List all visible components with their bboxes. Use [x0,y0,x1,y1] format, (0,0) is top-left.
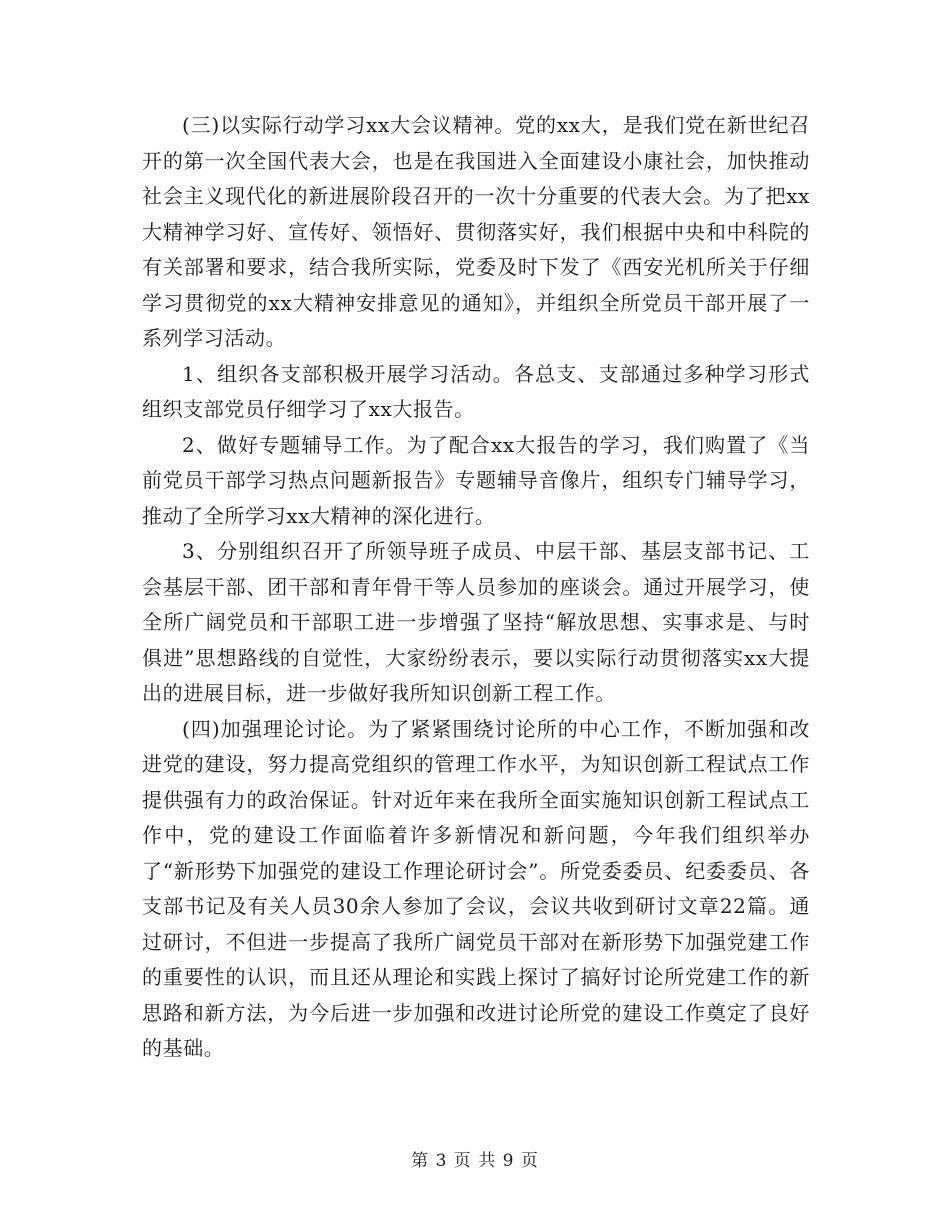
document-body [142,108,810,1067]
paragraph-section-3: (三)以实际行动学习xx大会议精神。党的xx大，是我们党在新世纪召开的第一次全国代表大会，也是在我国进入全面建设小康社会，加快推动社会主义现代化的新进展阶段召开的一次十分重要的代表大会。为了把xx大精神学习好、宣传好、领悟好、贯彻落实好，我们根据中央和中科院的有关部署和要求，结合我所实际，党委及时下发了《西安光机所关于仔细学习贯彻党的xx大精神安排意见的通知》，并组织全所党员干部开展了一系列学习活动。 [142,113,810,350]
paragraph-section-4: (四)加强理论讨论。为了紧紧围绕讨论所的中心工作，不断加强和改进党的建设，努力提高党组织的管理工作水平，为知识创新工程试点工作提供强有力的政治保证。针对近年来在我所全面实施知识创新工程试点工作中，党的建设工作面临着许多新情况和新问题，今年我们组织举办了“新形势下加强党的建设工作理论研讨会”。所党委委员、纪委委员、各支部书记及有关人员30余人参加了会议，会议共收到研讨文章22篇。通过研讨，不但进一步提高了我所广阔党员干部对在新形势下加强党建工作的重要性的认识，而且还从理论和实践上探讨了搞好讨论所党建工作的新思路和新方法，为今后进一步加强和改进讨论所党的建设工作奠定了良好的基础。 [142,716,810,1060]
paragraph-item-1: 1、组织各支部积极开展学习活动。各总支、支部通过多种学习形式组织支部党员仔细学习了xx大报告。 [142,361,810,421]
paragraph-item-2: 2、做好专题辅导工作。为了配合xx大报告的学习，我们购置了《当前党员干部学习热点问题新报告》专题辅导音像片，组织专门辅导学习，推动了全所学习xx大精神的深化进行。 [142,432,810,528]
page-number-footer: 第 3 页 共 9 页 [411,1151,539,1171]
paragraph-item-3: 3、分别组织召开了所领导班子成员、中层干部、基层支部书记、工会基层干部、团干部和青年骨干等人员参加的座谈会。通过开展学习，使全所广阔党员和干部职工进一步增强了坚持“解放思想、实事求是、与时俱进”思想路线的自觉性，大家纷纷表示，要以实际行动贯彻落实xx大提出的进展目标，进一步做好我所知识创新工程工作。 [142,539,810,705]
